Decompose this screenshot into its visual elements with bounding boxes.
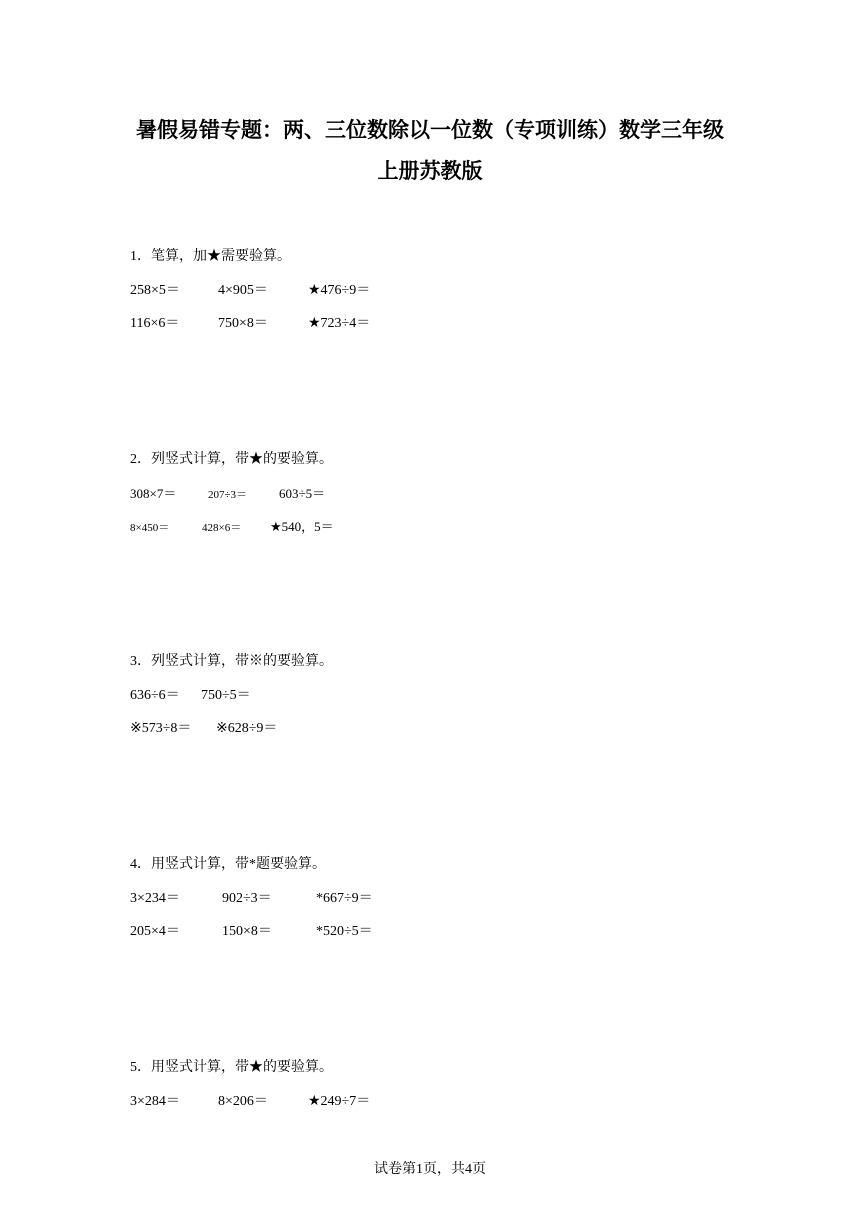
question-5-expression: 3×284＝ [130, 1094, 180, 1109]
question-5-prompt: 5．用竖式计算，带★的要验算。 [130, 1060, 333, 1075]
question-2-expression: 603÷5＝ [279, 486, 326, 501]
question-4-expression: 902÷3＝ [222, 891, 272, 906]
question-1-expression: 4×905＝ [218, 283, 268, 298]
question-1-expression: 116×6＝ [130, 316, 180, 331]
question-1-expression: 750×8＝ [218, 316, 268, 331]
question-2-expression: 8×450＝ [130, 522, 170, 534]
question-3-expression: ※628÷9＝ [216, 721, 278, 736]
question-1-prompt: 1．笔算，加★需要验算。 [130, 249, 291, 264]
question-2-expression: 428×6＝ [202, 522, 242, 534]
question-3-expression: ※573÷8＝ [130, 721, 192, 736]
page-title-line-2: 上册苏教版 [377, 159, 483, 183]
question-4-expression: 150×8＝ [222, 924, 272, 939]
page-title-line-1: 暑假易错专题：两、三位数除以一位数（专项训练）数学三年级 [136, 118, 724, 142]
question-1-expression: ★723÷4＝ [308, 316, 371, 331]
question-1-expression: ★476÷9＝ [308, 283, 371, 298]
question-3-prompt: 3．列竖式计算，带※的要验算。 [130, 654, 333, 669]
question-2-expression: ★540，5＝ [270, 519, 334, 534]
question-2-expression: 207÷3＝ [208, 489, 248, 501]
page-footer: 试卷第1页，共4页 [374, 1162, 486, 1177]
question-1-expression: 258×5＝ [130, 283, 180, 298]
question-4-expression: 205×4＝ [130, 924, 180, 939]
question-2-prompt: 2．列竖式计算，带★的要验算。 [130, 452, 333, 467]
question-4-prompt: 4．用竖式计算，带*题要验算。 [130, 857, 326, 872]
question-4-expression: 3×234＝ [130, 891, 180, 906]
question-3-expression: 750÷5＝ [201, 688, 251, 703]
question-4-expression: *667÷9＝ [316, 891, 373, 906]
question-2-expression: 308×7＝ [130, 486, 177, 501]
question-5-expression: 8×206＝ [218, 1094, 268, 1109]
question-5-expression: ★249÷7＝ [308, 1094, 371, 1109]
question-4-expression: *520÷5＝ [316, 924, 373, 939]
question-3-expression: 636÷6＝ [130, 688, 180, 703]
